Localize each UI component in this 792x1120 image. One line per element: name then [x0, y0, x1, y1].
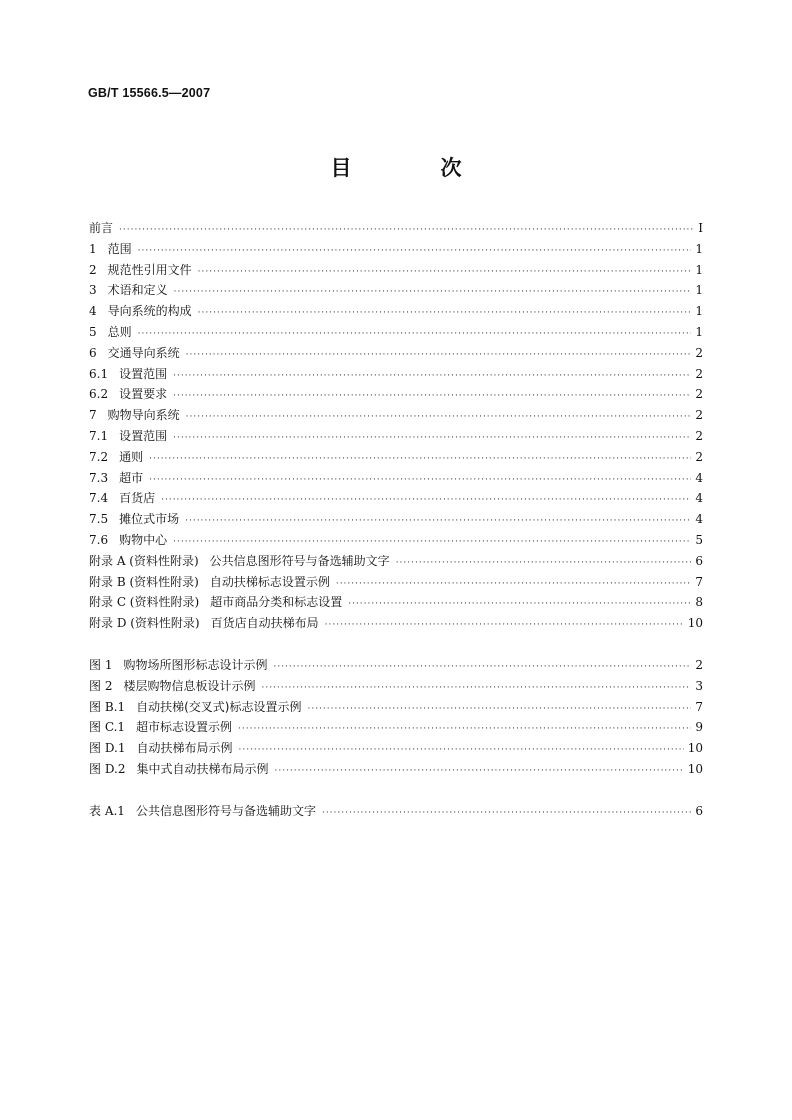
toc-entry-number: 3 — [89, 283, 97, 298]
toc-entry-title: 摊位式市场 — [119, 512, 180, 527]
toc-dot-leader — [138, 324, 692, 345]
toc-entry[interactable] — [89, 405, 703, 426]
toc-entry[interactable] — [89, 301, 703, 322]
toc-entry[interactable] — [89, 322, 703, 343]
toc-dot-leader — [307, 699, 691, 720]
toc-entry-title: 自动扶梯布局示例 — [136, 741, 233, 756]
toc-entry-number: 7 — [89, 408, 97, 423]
toc-entry-number: 图 B.1 — [89, 699, 126, 714]
toc-entry-page-number: 4 — [695, 512, 703, 527]
toc-entry-title: 购物导向系统 — [107, 408, 180, 423]
toc-dot-leader — [348, 594, 691, 615]
toc-dot-leader — [186, 345, 692, 366]
toc-dot-leader — [198, 262, 692, 283]
toc-entry-page-number: 1 — [695, 324, 703, 339]
toc-entry-number: 5 — [89, 324, 97, 339]
toc-dot-leader — [149, 470, 691, 491]
toc-entry-title: 范围 — [107, 241, 132, 256]
toc-entry[interactable] — [89, 343, 703, 364]
toc-entry[interactable] — [89, 717, 703, 738]
toc-entry-title: 楼层购物信息板设计示例 — [123, 678, 256, 693]
toc-entry[interactable] — [89, 655, 703, 676]
toc-entry[interactable] — [89, 426, 703, 447]
toc-entry-number: 附录 C (资料性附录) — [89, 595, 200, 610]
toc-entry-page-number: 1 — [695, 304, 703, 319]
toc-entry-page-number: 10 — [687, 616, 703, 631]
toc-dot-leader — [238, 719, 691, 740]
toc-entry[interactable] — [89, 572, 703, 593]
toc-entry-number: 图 2 — [89, 678, 113, 693]
toc-entry-page-number: 4 — [695, 491, 703, 506]
toc-dot-leader — [396, 553, 692, 574]
toc-entry-title: 术语和定义 — [107, 283, 168, 298]
toc-entry-page-number: 2 — [695, 428, 703, 443]
toc-entry-title: 百货店 — [119, 491, 156, 506]
toc-entry-title: 设置范围 — [119, 428, 168, 443]
toc-entry-number: 6.2 — [89, 387, 109, 402]
toc-figures-group — [89, 655, 703, 780]
toc-dot-leader — [149, 449, 691, 470]
toc-entry-title: 前言 — [89, 221, 114, 235]
toc-entry[interactable] — [89, 613, 703, 634]
toc-entry[interactable] — [89, 801, 703, 822]
toc-entry-title: 导向系统的构成 — [107, 304, 192, 319]
toc-entry-number: 7.5 — [89, 512, 109, 527]
toc-entry-title: 超市商品分类和标志设置 — [210, 595, 343, 610]
toc-tables-group — [89, 801, 703, 822]
toc-entry-title: 公共信息图形符号与备选辅助文字 — [209, 553, 390, 568]
toc-entry-title: 公共信息图形符号与备选辅助文字 — [135, 803, 316, 818]
toc-entry[interactable] — [89, 488, 703, 509]
toc-entry-title: 自动扶梯(交叉式)标志设置示例 — [136, 699, 302, 714]
toc-entry-page-number: 1 — [695, 262, 703, 277]
toc-entry-page-number: 8 — [695, 595, 703, 610]
toc-entry-page-number: 2 — [695, 366, 703, 381]
toc-entry-title: 超市 — [119, 470, 144, 485]
toc-entry-number: 附录 B (资料性附录) — [89, 574, 199, 589]
toc-entry[interactable] — [89, 676, 703, 697]
toc-entry-title: 设置范围 — [119, 366, 168, 381]
toc-entry-page-number: 6 — [695, 803, 703, 818]
toc-entry-page-number: 9 — [695, 720, 703, 735]
toc-entry[interactable] — [89, 530, 703, 551]
toc-entry[interactable] — [89, 759, 703, 780]
toc-dot-leader — [173, 428, 691, 449]
toc-entry-page-number: 2 — [695, 449, 703, 464]
toc-dot-leader — [119, 220, 694, 241]
toc-dot-leader — [173, 532, 691, 553]
toc-entry[interactable] — [89, 447, 703, 468]
toc-dot-leader — [325, 615, 684, 636]
toc-entry-title: 交通导向系统 — [107, 345, 180, 360]
toc-entry-page-number: 2 — [695, 387, 703, 402]
toc-entry-number: 4 — [89, 304, 97, 319]
toc-entry-page-number: 5 — [695, 532, 703, 547]
toc-entry-number: 2 — [89, 262, 97, 277]
toc-dot-leader — [198, 303, 692, 324]
toc-entry-number: 7.4 — [89, 491, 109, 506]
toc-dot-leader — [238, 740, 683, 761]
toc-entry-page-number: 7 — [695, 699, 703, 714]
toc-dot-leader — [336, 574, 692, 595]
toc-entry-number: 7.6 — [89, 532, 109, 547]
toc-dot-leader — [173, 386, 691, 407]
toc-entry-title: 设置要求 — [119, 387, 168, 402]
toc-entry-page-number: 2 — [695, 657, 703, 672]
toc-entry-number: 6.1 — [89, 366, 109, 381]
toc-entry-page-number: 6 — [695, 553, 703, 568]
toc-dot-leader — [161, 490, 691, 511]
toc-entry-page-number: 7 — [695, 574, 703, 589]
toc-entry-number: 图 C.1 — [89, 720, 126, 735]
toc-dot-leader — [261, 678, 691, 699]
toc-entry-title: 购物场所图形标志设计示例 — [123, 657, 268, 672]
toc-entry-page-number: 2 — [695, 408, 703, 423]
toc-dot-leader — [322, 803, 691, 824]
toc-entry-number: 图 D.2 — [89, 761, 126, 776]
toc-dot-leader — [273, 657, 691, 678]
toc-entry[interactable] — [89, 260, 703, 281]
toc-entry-title: 购物中心 — [119, 532, 168, 547]
toc-entry-page-number: 4 — [695, 470, 703, 485]
standard-code: GB/T 15566.5—2007 — [88, 86, 211, 100]
toc-entry-page-number: 1 — [695, 241, 703, 256]
page-title: 目 次 — [330, 156, 496, 180]
toc-dot-leader — [174, 282, 692, 303]
toc-entry-title: 自动扶梯标志设置示例 — [209, 574, 330, 589]
toc-entry-title: 百货店自动扶梯布局 — [210, 616, 319, 631]
toc-entry-number: 7.3 — [89, 470, 109, 485]
toc-entry[interactable] — [89, 280, 703, 301]
toc-entry-number: 7.2 — [89, 449, 109, 464]
toc-entry-number: 表 A.1 — [89, 803, 125, 818]
toc-entry-page-number: 10 — [687, 741, 703, 756]
toc-dot-leader — [185, 511, 691, 532]
toc-entry-number: 图 D.1 — [89, 741, 126, 756]
toc-contents-group — [89, 218, 703, 634]
toc-entry-number: 1 — [89, 241, 97, 256]
toc-entry-title: 通则 — [119, 449, 144, 464]
toc-entry-title: 超市标志设置示例 — [136, 720, 233, 735]
toc-entry-number: 6 — [89, 345, 97, 360]
toc-entry-title: 规范性引用文件 — [107, 262, 192, 277]
toc-entry[interactable] — [89, 468, 703, 489]
toc-entry[interactable] — [89, 738, 703, 759]
toc-entry[interactable] — [89, 218, 703, 239]
toc-entry[interactable] — [89, 384, 703, 405]
toc-entry-title: 总则 — [107, 324, 132, 339]
toc-entry[interactable] — [89, 509, 703, 530]
toc-entry[interactable] — [89, 697, 703, 718]
toc-entry-page-number: I — [698, 221, 703, 235]
toc-entry-number: 图 1 — [89, 657, 113, 672]
toc-entry-number: 7.1 — [89, 428, 109, 443]
toc-entry-page-number: 1 — [695, 283, 703, 298]
toc-dot-leader — [274, 761, 683, 782]
toc-entry[interactable] — [89, 364, 703, 385]
toc-entry-page-number: 10 — [687, 761, 703, 776]
toc-entry-number: 附录 A (资料性附录) — [89, 553, 199, 568]
toc-entry-page-number: 2 — [695, 345, 703, 360]
toc-entry[interactable] — [89, 551, 703, 572]
toc-dot-leader — [138, 241, 692, 262]
toc-entry-number: 附录 D (资料性附录) — [89, 616, 200, 631]
toc-entry-page-number: 3 — [695, 678, 703, 693]
toc-dot-leader — [173, 366, 691, 387]
toc-entry[interactable] — [89, 592, 703, 613]
toc-entry-title: 集中式自动扶梯布局示例 — [136, 761, 269, 776]
table-of-contents — [89, 218, 703, 822]
toc-dot-leader — [186, 407, 692, 428]
toc-entry[interactable] — [89, 239, 703, 260]
